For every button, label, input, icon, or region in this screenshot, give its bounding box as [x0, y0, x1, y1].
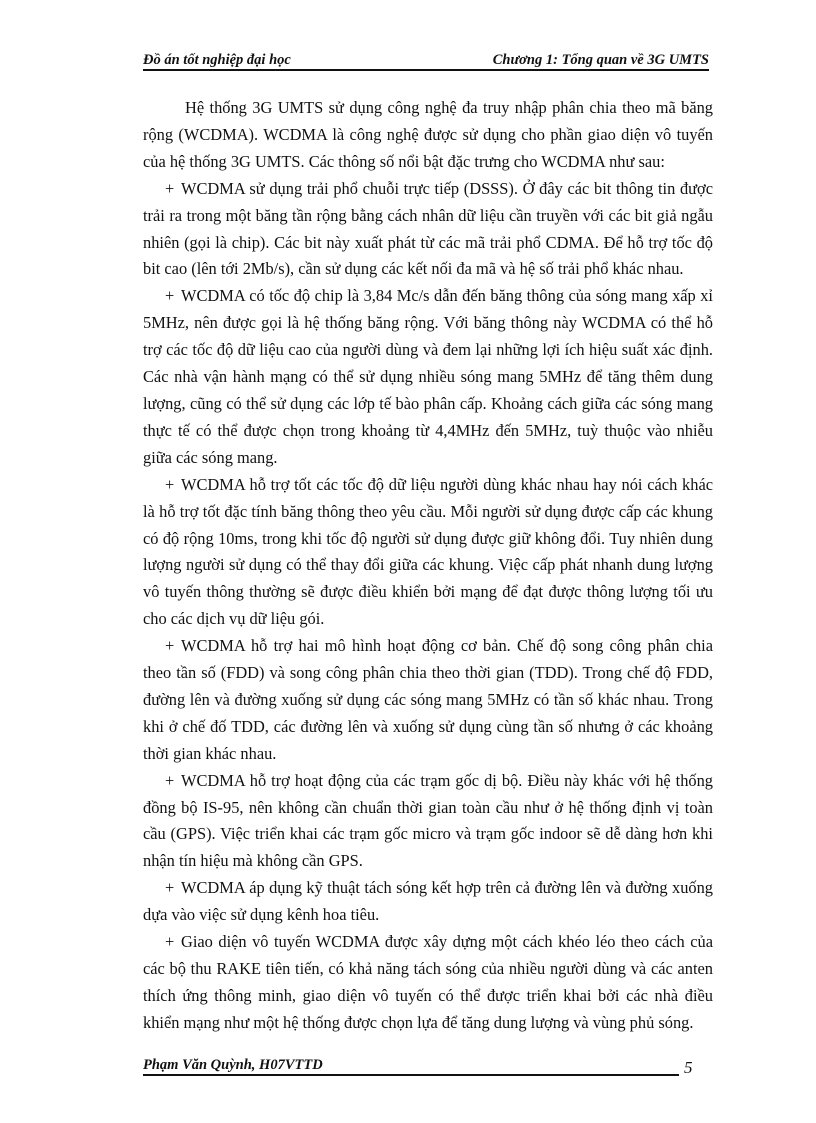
bullet-text: WCDMA có tốc độ chip là 3,84 Mc/s dẫn đến băng thông của sóng mang xấp xỉ 5MHz, nên được gọi là hệ thống băng rộng. Với băng thông này WCDMA có thể hỗ trợ các tốc độ dữ liệu cao của người dùng và đem lại những lợi ích hiệu suất xác định. Các nhà vận hành mạng có thể sử dụng nhiều sóng mang 5MHz để tăng thêm dung lượng, cũng có thể sử dụng các lớp tế bào phân cấp. Khoảng cách giữa các sóng mang thực tế có thể được chọn trong khoảng từ 4,4MHz đến 5MHz, tuỳ thuộc vào nhiễu giữa các sóng mang. — [143, 286, 713, 467]
bullet-marker: + — [165, 636, 175, 656]
page-footer — [143, 1057, 703, 1081]
intro-paragraph: Hệ thống 3G UMTS sử dụng công nghệ đa truy nhập phân chia theo mã băng rộng (WCDMA). WCDMA là công nghệ được sử dụng cho phần giao diện vô tuyến của hệ thống 3G UMTS. Các thông số nổi bật đặc trưng cho WCDMA như sau: — [143, 98, 713, 171]
bullet-text: Giao diện vô tuyến WCDMA được xây dựng một cách khéo léo theo cách của các bộ thu RAKE tiên tiến, có khả năng tách sóng của nhiều người dùng và các anten thích ứng thông minh, giao diện vô tuyến có thể được triển khai bởi các nhà điều khiển mạng như một hệ thống được chọn lựa để tăng dung lượng và vùng phủ sóng. — [143, 932, 713, 1032]
bullet-marker: + — [165, 932, 175, 952]
bullet-marker: + — [165, 474, 175, 494]
footer-author: Phạm Văn Quỳnh, H07VTTD — [143, 1057, 323, 1073]
bullet-paragraph — [143, 472, 713, 633]
bullet-text: WCDMA hỗ trợ hai mô hình hoạt động cơ bản. Chế độ song công phân chia theo tần số (FDD) và song công phân chia theo thời gian (TDD). Trong chế độ FDD, đường lên và đường xuống sử dụng các sóng mang 5MHz có tần số khác nhau. Trong khi ở chế đố TDD, các đường lên và xuống sử dụng cùng tần số nhưng ở các khoảng thời gian khác nhau. — [143, 636, 713, 763]
bullet-paragraph — [143, 633, 713, 768]
bullet-marker: + — [165, 178, 175, 198]
bullet-text: WCDMA hỗ trợ tốt các tốc độ dữ liệu người dùng khác nhau hay nói cách khác là hỗ trợ tốt đặc tính băng thông theo yêu cầu. Mỗi người sử dụng được cấp các khung có độ rộng 10ms, trong khi tốc độ người sử dụng được giữ không đổi. Tuy nhiên dung lượng người sử dụng có thể thay đổi giữa các khung. Việc cấp phát nhanh dung lượng vô tuyến thông thường sẽ được điều khiển bởi mạng để đạt được thông lượng tối ưu cho các dịch vụ dữ liệu gói. — [143, 474, 713, 629]
bullet-marker: + — [165, 286, 175, 306]
bullet-marker: + — [165, 770, 175, 790]
footer-divider — [143, 1074, 679, 1076]
bullet-text: WCDMA áp dụng kỹ thuật tách sóng kết hợp trên cả đường lên và đường xuống dựa vào việc sử dụng kênh hoa tiêu. — [143, 878, 713, 925]
bullet-text: WCDMA hỗ trợ hoạt động của các trạm gốc dị bộ. Điều này khác với hệ thống đồng bộ IS-95, nên không cần chuẩn thời gian toàn cầu như ở hệ thống định vị toàn cầu (GPS). Việc triển khai các trạm gốc micro và trạm gốc indoor sẽ dễ dàng hơn khi nhận tín hiệu mà không cần GPS. — [143, 770, 713, 871]
bullet-paragraph — [143, 768, 713, 876]
bullet-text: WCDMA sử dụng trải phổ chuỗi trực tiếp (DSSS). Ở đây các bit thông tin được trải ra trong một băng tần rộng bằng cách nhân dữ liệu cần truyền với các bit giả ngẫu nhiên (gọi là chip). Các bit này xuất phát từ các mã trải phổ CDMA. Để hỗ trợ tốc độ bit cao (lên tới 2Mb/s), cần sử dụng các kết nối đa mã và hệ số trải phổ khác nhau. — [143, 178, 713, 279]
header-left-title: Đồ án tốt nghiệp đại học — [143, 52, 291, 68]
page-body — [143, 95, 713, 1037]
bullet-marker: + — [165, 878, 175, 898]
bullet-paragraph — [143, 176, 713, 284]
header-divider — [143, 69, 709, 71]
bullet-paragraph — [143, 875, 713, 929]
bullet-paragraph — [143, 929, 713, 1037]
header-chapter-title: Chương 1: Tổng quan về 3G UMTS — [492, 52, 709, 68]
bullet-paragraph — [143, 283, 713, 471]
page-number: 5 — [684, 1058, 693, 1077]
